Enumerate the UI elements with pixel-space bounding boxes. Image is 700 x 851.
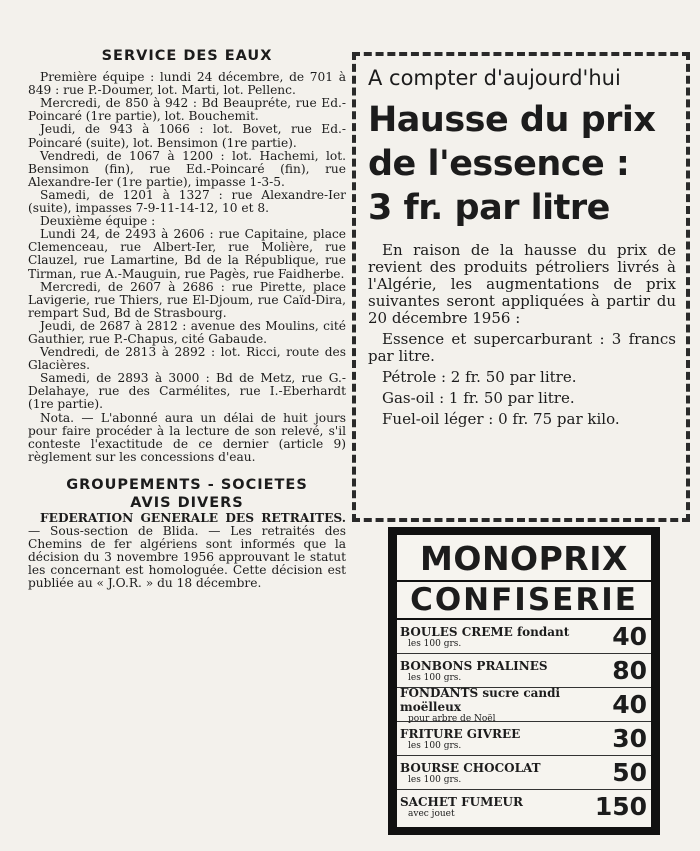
price-fueloil: Fuel-oil léger : 0 fr. 75 par kilo.	[382, 410, 620, 428]
paragraph: Jeudi, de 2687 à 2812 : avenue des Moulins, cité Gauthier, rue P.-Chapus, cité Gabaude.	[28, 318, 346, 346]
paragraph: Mercredi, de 2607 à 2686 : rue Pirette, place Lavigerie, rue Thiers, rue El-Djoum, rue Caïd-Dira, rempart Sud, Bd de Strasbourg.	[28, 279, 346, 320]
announcement-headline	[368, 98, 676, 230]
product-info	[400, 625, 569, 649]
paragraph: Lundi 24, de 2493 à 2606 : rue Capitaine, place Clemenceau, rue Albert-Ier, rue Molière, rue Clauzel, rue Lamartine, Bd de la République, rue Tirman, rue A.-Mauguin, rue Pagès, rue Faidherbe.	[28, 227, 346, 281]
groupements-heading	[28, 476, 346, 512]
paragraph: Vendredi, de 1067 à 1200 : lot. Hachemi, lot. Bensimon (fin), rue Ed.-Poincaré (fin), rue Alexandre-Ier (1re partie), impasse 1-3-5.	[28, 148, 346, 189]
product-price: 40	[612, 622, 647, 651]
product-name: BOULES CREME fondant	[400, 624, 570, 639]
groupements-heading-line2: AVIS DIVERS	[130, 494, 244, 511]
paragraph: Vendredi, de 2813 à 2892 : lot. Ricci, route des Glacières.	[28, 345, 346, 373]
paragraph: Jeudi, de 943 à 1066 : lot. Bovet, rue Ed.-Poincaré (suite), lot. Bensimon (1re partie).	[28, 122, 346, 150]
product-unit: avec jouet	[408, 808, 455, 819]
product-name: SACHET FUMEUR	[400, 794, 523, 809]
headline-line2: de l'essence :	[368, 144, 630, 184]
product-name: FRITURE GIVREE	[400, 726, 521, 741]
product-info	[400, 795, 523, 819]
paragraph: Deuxième équipe :	[40, 214, 156, 229]
fuel-price-announcement	[352, 52, 690, 522]
headline-line3: 3 fr. par litre	[368, 188, 610, 228]
product-price: 80	[612, 656, 647, 685]
product-unit: les 100 grs.	[408, 672, 462, 683]
product-row	[397, 722, 651, 756]
federation-text: — Sous-section de Blida. — Les retraités des Chemins de fer algériens sont informés que la décision du 3 novembre 1956 approuvant le statut les concernant est homologuée. Cette décision est publiée au « J.O.R. » du 18 décembre.	[28, 524, 346, 591]
paragraph: Samedi, de 2893 à 3000 : Bd de Metz, rue G.-Delahaye, rue des Carmélites, rue I.-Eberhardt (1re partie).	[28, 371, 346, 412]
product-info	[400, 727, 520, 751]
monoprix-brand: MONOPRIX	[420, 539, 628, 578]
product-unit: les 100 grs.	[408, 774, 462, 785]
product-name: BONBONS PRALINES	[400, 658, 548, 673]
product-name: FONDANTS sucre candi moëlleux	[400, 685, 561, 714]
product-price: 50	[612, 758, 647, 787]
product-unit: les 100 grs.	[408, 740, 462, 751]
service-des-eaux-heading: SERVICE DES EAUX	[101, 48, 273, 64]
paragraph: Première équipe : lundi 24 décembre, de 701 à 849 : rue P.-Doumer, lot. Marti, lot. Pellenc.	[28, 70, 346, 98]
product-name: BOURSE CHOCOLAT	[400, 760, 541, 775]
product-info	[400, 761, 541, 785]
nota-paragraph: Nota. — L'abonné aura un délai de huit jours pour faire procéder à la lecture de son relevé, s'il conteste l'exactitude de ce dernier (article 9) règlement sur les concessions d'eau.	[28, 410, 346, 464]
product-row	[397, 685, 651, 724]
price-essence: Essence et supercarburant : 3 francs par litre.	[368, 330, 676, 365]
product-info	[400, 659, 548, 683]
price-gasoil: Gas-oil : 1 fr. 50 par litre.	[382, 389, 575, 407]
announcement-body: En raison de la hausse du prix de revient des produits pétroliers livrés à l'Algérie, les augmentations de prix suivantes seront appliquées à partir du 20 décembre 1956 :	[368, 241, 676, 327]
left-column	[28, 50, 346, 590]
announcement-pretitle: A compter d'aujourd'hui	[368, 66, 621, 90]
product-row	[397, 620, 651, 654]
product-info	[400, 686, 612, 724]
confiserie-category: CONFISERIE	[397, 580, 651, 620]
product-price: 150	[594, 792, 647, 821]
product-row	[397, 654, 651, 688]
paragraph: Mercredi, de 850 à 942 : Bd Beaupréte, rue Ed.-Poincaré (1re partie), lot. Bouchemit.	[28, 96, 346, 124]
price-petrole: Pétrole : 2 fr. 50 par litre.	[382, 368, 577, 386]
monoprix-advert	[388, 527, 660, 835]
product-row	[397, 756, 651, 790]
paragraph: Samedi, de 1201 à 1327 : rue Alexandre-Ier (suite), impasses 7-9-11-14-12, 10 et 8.	[28, 187, 346, 216]
product-unit: les 100 grs.	[408, 638, 462, 649]
product-price: 40	[612, 690, 647, 719]
federation-paragraph	[28, 512, 346, 591]
federation-title: FEDERATION GENERALE DES RETRAITES.	[40, 510, 346, 525]
product-row	[397, 790, 651, 823]
headline-line1: Hausse du prix	[368, 100, 656, 140]
groupements-heading-line1: GROUPEMENTS - SOCIETES	[66, 476, 308, 493]
monoprix-panel	[397, 535, 651, 827]
product-price: 30	[612, 724, 647, 753]
product-unit: pour arbre de Noël	[408, 713, 496, 724]
